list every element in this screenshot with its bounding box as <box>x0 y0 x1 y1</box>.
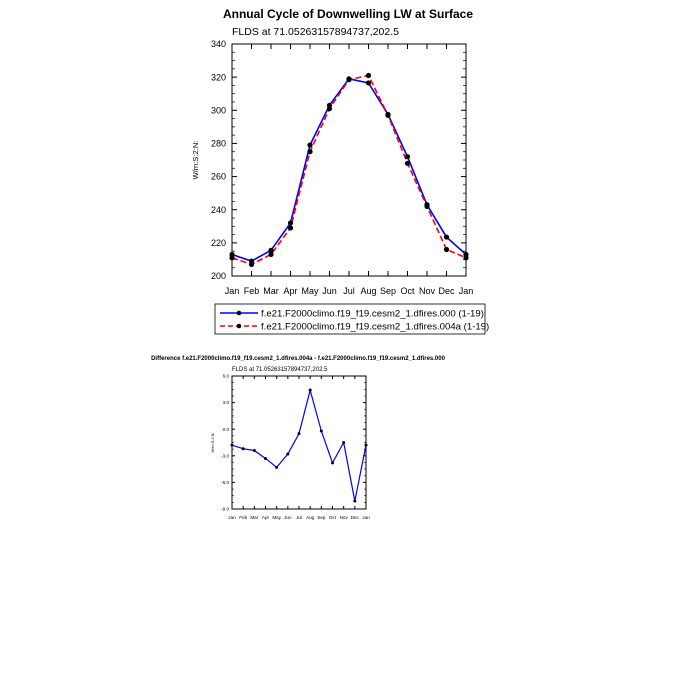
x-tick-label: Jan <box>458 286 474 296</box>
x-tick-label: Dec <box>438 286 455 296</box>
data-point-s2-5 <box>307 149 312 154</box>
data-point-s1-6 <box>286 453 289 456</box>
x-tick-label: Apr <box>283 286 298 296</box>
data-point-s2-7 <box>346 77 351 82</box>
y-tick-label: 0.0 <box>222 426 229 432</box>
data-point-s1-12 <box>353 500 356 503</box>
y-tick-label: 3.0 <box>222 400 229 406</box>
x-tick-label: May <box>272 515 282 520</box>
x-tick-label: Apr <box>261 515 270 520</box>
x-tick-label: Mar <box>250 515 259 520</box>
data-point-s1-11 <box>342 441 345 444</box>
data-point-s1-3 <box>253 449 256 452</box>
x-tick-label: Jun <box>284 515 292 520</box>
plot-frame <box>232 376 366 509</box>
x-tick-label: Aug <box>360 286 377 296</box>
data-point-s2-12 <box>444 247 449 252</box>
x-tick-label: Jul <box>343 286 355 296</box>
x-tick-label: May <box>301 286 319 296</box>
x-tick-label: Jul <box>296 515 302 520</box>
y-tick-label: 240 <box>210 204 226 215</box>
data-point-s1-13 <box>365 444 368 447</box>
legend-label-1: f.e21.F2000climo.f19_f19.cesm2_1.dfires.000 (1-19) <box>261 308 484 320</box>
series-line-2 <box>232 75 466 264</box>
series-line-1 <box>232 390 366 501</box>
data-point-s1-4 <box>264 457 267 460</box>
x-tick-label: Mar <box>263 286 279 296</box>
y-axis-label: W/m:S:2:N: <box>210 432 215 453</box>
y-axis-label: W/m:S:2:N: <box>191 140 200 180</box>
data-point-s1-8 <box>309 389 312 392</box>
x-tick-label: Feb <box>243 286 260 296</box>
data-point-s2-4 <box>288 225 293 230</box>
x-tick-label: Dec <box>350 515 359 520</box>
y-tick-label: 6.0 <box>222 373 229 379</box>
y-tick-label: 340 <box>210 39 226 50</box>
data-point-s1-10 <box>405 154 410 159</box>
x-tick-label: Sep <box>379 286 397 296</box>
y-tick-label: 300 <box>210 105 226 116</box>
chart-subtitle: FLDS at 71.05263157894737,202.5 <box>232 26 399 38</box>
chart-2 <box>151 356 446 520</box>
x-tick-label: Jan <box>224 286 240 296</box>
series-line-1 <box>232 79 466 261</box>
x-tick-label: Nov <box>418 286 436 296</box>
data-point-s2-9 <box>385 113 390 118</box>
data-point-s1-5 <box>275 466 278 469</box>
legend-marker-2 <box>237 324 242 329</box>
data-point-s1-7 <box>298 432 301 435</box>
data-point-s2-8 <box>366 73 371 78</box>
x-tick-label: Jan <box>362 515 370 520</box>
x-tick-label: Feb <box>239 515 248 520</box>
data-point-s1-5 <box>307 142 312 147</box>
chart-subtitle: FLDS at 71.05263157894737,202.5 <box>232 367 328 373</box>
legend-label-2: f.e21.F2000climo.f19_f19.cesm2_1.dfires.004a (1-19) <box>261 321 490 333</box>
data-point-s1-2 <box>242 447 245 450</box>
y-tick-label: 320 <box>210 72 226 83</box>
data-point-s1-8 <box>366 80 371 85</box>
y-tick-label: 220 <box>210 238 226 249</box>
x-tick-label: Oct <box>328 515 337 520</box>
data-point-s2-10 <box>405 161 410 166</box>
chart-1 <box>191 7 489 334</box>
data-point-s1-4 <box>288 220 293 225</box>
data-point-s2-6 <box>327 106 332 111</box>
data-point-s2-3 <box>268 252 273 257</box>
data-point-s2-1 <box>229 255 234 260</box>
x-tick-label: Sep <box>317 515 326 520</box>
data-point-s2-2 <box>249 262 254 267</box>
chart-title: Annual Cycle of Downwelling LW at Surface <box>222 7 474 21</box>
x-tick-label: Aug <box>306 515 315 520</box>
x-tick-label: Nov <box>339 515 348 520</box>
x-tick-label: Oct <box>400 286 415 296</box>
data-point-s1-12 <box>444 234 449 239</box>
chart-title: Difference f.e21.F2000climo.f19_f19.cesm2_1.dfires.004a - f.e21.F2000climo.f19_f19.cesm2_1.dfires.000 <box>151 356 445 362</box>
data-point-s1-10 <box>331 461 334 464</box>
legend <box>215 304 489 334</box>
data-point-s1-1 <box>231 444 234 447</box>
y-tick-label: -3.0 <box>221 453 229 459</box>
y-tick-label: 280 <box>210 138 226 149</box>
y-tick-label: -6.0 <box>221 480 229 486</box>
x-tick-label: Jun <box>322 286 337 296</box>
data-point-s1-9 <box>320 429 323 432</box>
legend-marker-1 <box>237 311 242 316</box>
y-tick-label: 260 <box>210 171 226 182</box>
data-point-s2-13 <box>463 255 468 260</box>
y-tick-label: 200 <box>210 271 226 282</box>
data-point-s2-11 <box>424 204 429 209</box>
x-tick-label: Jan <box>228 515 236 520</box>
y-tick-label: -9.0 <box>221 506 229 512</box>
